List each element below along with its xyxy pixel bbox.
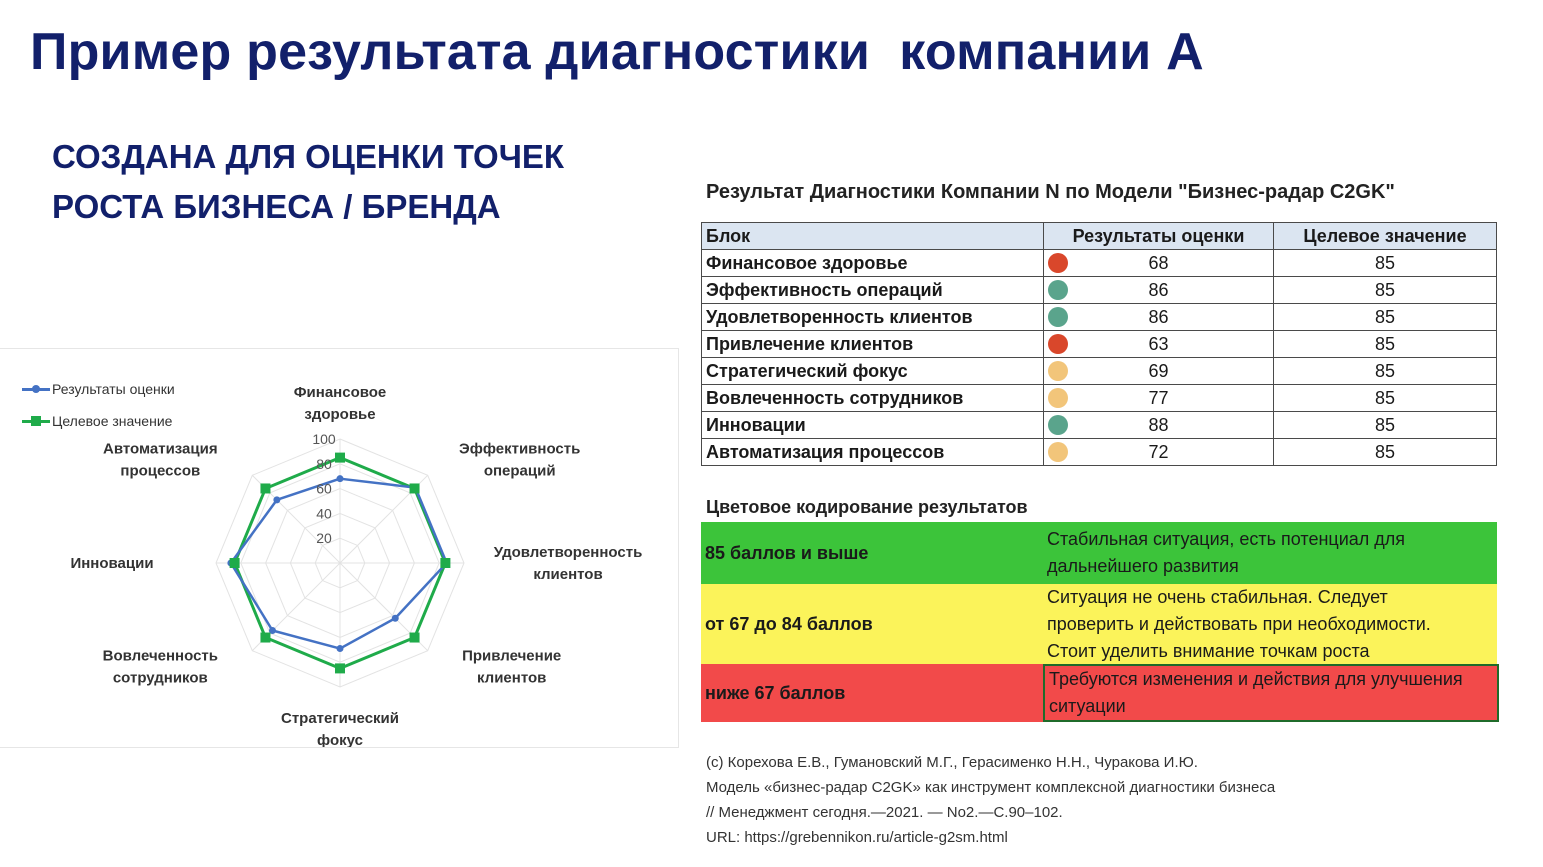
- subtitle: [52, 132, 564, 232]
- legend-item-results: [22, 373, 175, 405]
- row-score-cell: [1044, 439, 1274, 466]
- status-dot-icon: [1048, 415, 1068, 435]
- chart-legend: [22, 373, 175, 437]
- coding-label: ниже 67 баллов: [705, 682, 846, 703]
- coding-line: ситуации: [1049, 696, 1126, 716]
- target-point: [410, 483, 420, 493]
- row-block: Автоматизация процессов: [702, 439, 1044, 466]
- axis-category-label: процессов: [120, 462, 201, 480]
- axis-category-label: клиентов: [476, 669, 547, 687]
- legend-label: Целевое значение: [52, 413, 173, 429]
- row-score: 69: [1148, 360, 1169, 381]
- legend-marker-target: [22, 415, 50, 427]
- status-dot-icon: [1048, 307, 1068, 327]
- row-target: 85: [1274, 385, 1497, 412]
- coding-row-red: [701, 664, 1497, 722]
- coding-description: [1043, 584, 1497, 665]
- header-target: Целевое значение: [1274, 223, 1497, 250]
- axis-category-label: Удовлетворенность: [493, 544, 643, 561]
- legend-label: Результаты оценки: [52, 381, 175, 397]
- target-point: [230, 558, 240, 568]
- coding-line: Требуются изменения и действия для улучшения: [1049, 669, 1463, 689]
- coding-description: [1043, 664, 1499, 722]
- status-dot-icon: [1048, 280, 1068, 300]
- row-target: 85: [1274, 277, 1497, 304]
- row-score-cell: [1044, 331, 1274, 358]
- row-score: 88: [1148, 414, 1169, 435]
- coding-description: [1043, 526, 1497, 580]
- row-target: 85: [1274, 250, 1497, 277]
- color-coding-title: Цветовое кодирование результатов: [706, 497, 1028, 517]
- coding-row-yellow: [701, 584, 1497, 664]
- header-score: Результаты оценки: [1044, 223, 1274, 250]
- target-point: [440, 558, 450, 568]
- coding-line: Ситуация не очень стабильная. Следует: [1047, 586, 1388, 607]
- table-row: [702, 304, 1497, 331]
- page-title: Пример результата диагностики компании А: [30, 23, 1204, 81]
- row-score: 86: [1148, 279, 1169, 300]
- citation-line: URL: https://grebennikon.ru/article-g2sm.html: [706, 829, 1008, 846]
- status-dot-icon: [1048, 334, 1068, 354]
- legend-item-target: [22, 405, 175, 437]
- table-row: [702, 412, 1497, 439]
- row-block: Удовлетворенность клиентов: [702, 304, 1044, 331]
- axis-category-label: Эффективность: [459, 440, 581, 458]
- row-score: 86: [1148, 306, 1169, 327]
- target-point: [260, 483, 270, 493]
- row-target: 85: [1274, 439, 1497, 466]
- row-score: 72: [1148, 441, 1169, 462]
- citation-line: (c) Корехова Е.В., Гумановский М.Г., Герасименко Н.Н., Чуракова И.Ю.: [706, 754, 1198, 771]
- target-point: [335, 663, 345, 673]
- header-block: Блок: [702, 223, 1044, 250]
- row-score-cell: [1044, 385, 1274, 412]
- legend-marker-results: [22, 383, 50, 395]
- row-target: 85: [1274, 358, 1497, 385]
- table-row: [702, 385, 1497, 412]
- status-dot-icon: [1048, 361, 1068, 381]
- target-point: [335, 453, 345, 463]
- coding-line: дальнейшего развития: [1047, 556, 1239, 576]
- row-target: 85: [1274, 304, 1497, 331]
- axis-category-label: фокус: [317, 732, 363, 747]
- table-row: [702, 277, 1497, 304]
- row-block: Вовлеченность сотрудников: [702, 385, 1044, 412]
- result-point: [337, 645, 344, 652]
- coding-line: проверить и действовать при необходимости.: [1047, 613, 1431, 634]
- results-table-title: Результат Диагностики Компании N по Модели "Бизнес-радар C2GK": [706, 181, 1395, 203]
- row-target: 85: [1274, 331, 1497, 358]
- coding-line: Стоит уделить внимание точкам роста: [1047, 640, 1370, 661]
- status-dot-icon: [1048, 388, 1068, 408]
- row-block: Инновации: [702, 412, 1044, 439]
- results-table: [701, 222, 1497, 466]
- axis-category-label: Инновации: [70, 555, 154, 572]
- color-coding-legend: [701, 522, 1497, 722]
- status-dot-icon: [1048, 253, 1068, 273]
- tick-label: 100: [312, 431, 336, 447]
- tick-label: 60: [316, 480, 332, 497]
- subtitle-line: СОЗДАНА ДЛЯ ОЦЕНКИ ТОЧЕК: [52, 138, 565, 175]
- row-target: 85: [1274, 412, 1497, 439]
- row-score: 68: [1148, 252, 1169, 273]
- row-score-cell: [1044, 412, 1274, 439]
- status-dot-icon: [1048, 442, 1068, 462]
- coding-label: от 67 до 84 баллов: [705, 613, 873, 634]
- row-score: 77: [1148, 387, 1169, 408]
- target-point: [260, 633, 270, 643]
- axis-category-label: операций: [483, 462, 556, 480]
- result-point: [337, 475, 344, 482]
- row-score-cell: [1044, 250, 1274, 277]
- coding-row-green: [701, 522, 1497, 584]
- tick-label: 80: [316, 455, 332, 472]
- citation: [706, 750, 1275, 850]
- table-row: [702, 331, 1497, 358]
- tick-label: 40: [316, 505, 332, 522]
- result-point: [392, 615, 399, 622]
- axis-category-label: здоровье: [304, 406, 376, 423]
- subtitle-line: РОСТА БИЗНЕСА / БРЕНДА: [52, 188, 501, 225]
- axis-category-label: Привлечение: [462, 647, 562, 665]
- axis-category-label: Вовлеченность: [102, 647, 219, 665]
- row-block: Финансовое здоровье: [702, 250, 1044, 277]
- row-block: Привлечение клиентов: [702, 331, 1044, 358]
- row-block: Стратегический фокус: [702, 358, 1044, 385]
- row-score-cell: [1044, 358, 1274, 385]
- table-row: [702, 358, 1497, 385]
- citation-line: Модель «бизнес-радар C2GK» как инструмент комплексной диагностики бизнеса: [706, 779, 1276, 796]
- row-score: 63: [1148, 333, 1169, 354]
- coding-label: 85 баллов и выше: [705, 542, 869, 563]
- table-row: [702, 439, 1497, 466]
- tick-label: 20: [316, 530, 332, 547]
- citation-line: // Менеджмент сегодня.—2021. — No2.—С.90–102.: [706, 804, 1063, 821]
- table-header-row: [702, 223, 1497, 250]
- axis-category-label: Стратегический: [281, 710, 399, 727]
- row-block: Эффективность операций: [702, 277, 1044, 304]
- axis-category-label: клиентов: [533, 566, 603, 583]
- row-score-cell: [1044, 277, 1274, 304]
- coding-line: Стабильная ситуация, есть потенциал для: [1047, 529, 1406, 549]
- axis-category-label: сотрудников: [112, 669, 208, 687]
- target-point: [410, 633, 420, 643]
- axis-category-label: Финансовое: [293, 384, 387, 401]
- result-point: [273, 496, 280, 503]
- axis-category-label: Автоматизация: [103, 440, 218, 458]
- radar-chart-panel: [0, 348, 679, 748]
- row-score-cell: [1044, 304, 1274, 331]
- table-row: [702, 250, 1497, 277]
